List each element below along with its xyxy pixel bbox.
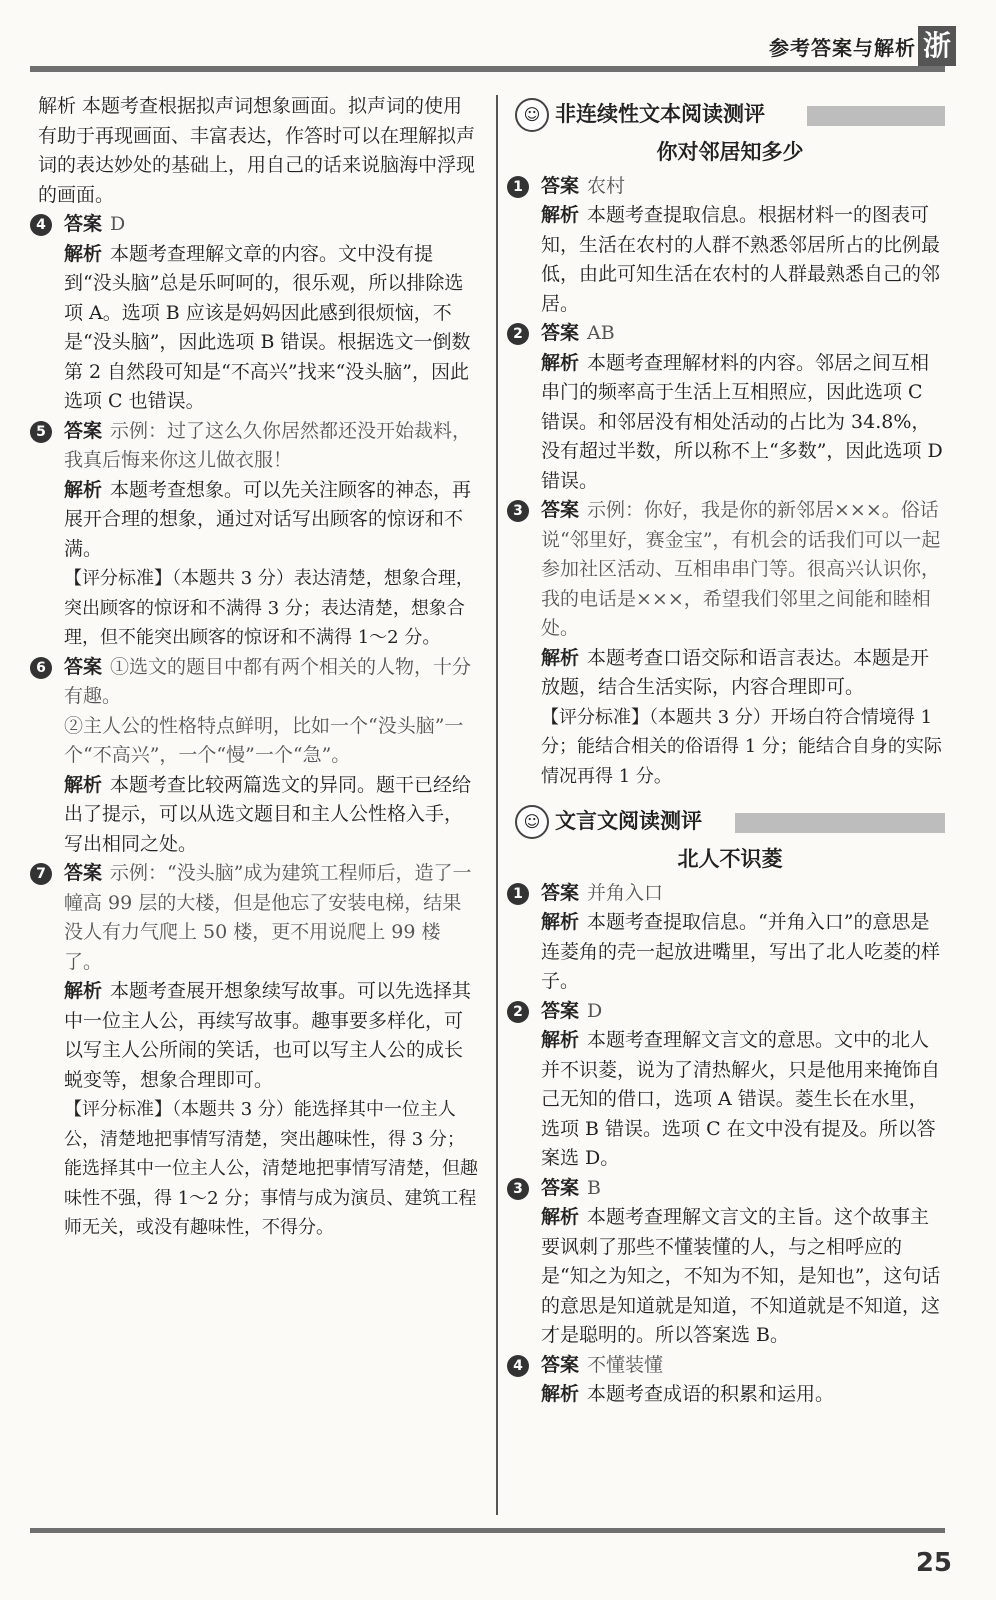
analysis-text: 本题考查展开想象续写故事。可以先选择其中一位主人公，再续写故事。趣事要多样化，可以写主人公所闹的笑话，也可以写主人公的成长蜕变等，想象合理即可。 <box>64 980 472 1091</box>
analysis-label: 解析 <box>64 773 103 796</box>
section-header-2 <box>515 805 945 839</box>
section-title: 文言文阅读测评 <box>555 809 702 833</box>
section2-question-4 <box>515 1351 945 1410</box>
answer-text: B <box>587 1176 601 1199</box>
answer-label: 答案 <box>64 655 103 678</box>
question-number: 2 <box>507 323 529 345</box>
question-number: 1 <box>507 176 529 198</box>
analysis-label: 解析 <box>64 478 103 501</box>
scoring-criteria: 【评分标准】（本题共 3 分）表达清楚，想象合理，突出顾客的惊讶和不满得 3 分；表达清楚，想象合理，但不能突出顾客的惊讶和不满得 1～2 分。 <box>64 568 474 648</box>
analysis-text: 本题考查成语的积累和运用。 <box>587 1383 835 1405</box>
column-divider <box>496 95 498 1515</box>
question-number: 4 <box>30 214 52 236</box>
analysis-label: 解析 <box>541 351 580 374</box>
analysis-label: 解析 <box>541 1206 580 1228</box>
question-number: 6 <box>30 657 52 679</box>
answer-text: D <box>587 999 603 1022</box>
analysis-label: 解析 <box>541 1029 580 1051</box>
answer-text: AB <box>587 322 615 344</box>
answer-label: 答案 <box>541 881 580 904</box>
analysis-text: 本题考查理解文言文的主旨。这个故事主要讽刺了那些不懂装懂的人，与之相呼应的是“知之为知之，不知为不知，是知也”，这句话的意思是知道就是知道，不知道就是不知道，这才是聪明的。所以答案选 B。 <box>541 1206 941 1346</box>
header-bar <box>30 66 945 72</box>
question-number: 3 <box>507 500 529 522</box>
analysis-text: 本题考查理解文言文的意思。文中的北人并不识菱，说为了清热解火，只是他用来掩饰自己无知的借口，选项 A 错误。菱生长在水里，选项 B 错误。选项 C 在文中没有提及。所以答案选 D。 <box>541 1029 941 1169</box>
question-6 <box>38 653 478 860</box>
region-badge: 浙 <box>918 26 956 66</box>
analysis-label: 解析 <box>541 1383 580 1405</box>
question-number: 3 <box>507 1178 529 1200</box>
question-number: 5 <box>30 421 52 443</box>
answer-text: 农村 <box>587 174 626 197</box>
answer-label: 答案 <box>541 499 580 521</box>
scoring-criteria: 【评分标准】（本题共 3 分）开场白符合情境得 1 分；能结合相关的俗语得 1 分；能结合自身的实际情况再得 1 分。 <box>541 706 942 787</box>
section-title: 非连续性文本阅读测评 <box>555 102 765 126</box>
answer-text: 示例：过了这么久你居然都还没开始裁料，我真后悔来你这儿做衣服！ <box>64 419 472 471</box>
answer-text: ①选文的题目中都有两个相关的人物，十分有趣。 <box>64 655 472 707</box>
section-header-1 <box>515 98 945 132</box>
answer-text: 示例：你好，我是你的新邻居×××。俗话说“邻里好，赛金宝”，有机会的话我们可以一起参加社区活动、互相串串门等。很高兴认识你，我的电话是×××，希望我们邻里之间能和睦相处。 <box>541 499 941 639</box>
question-number: 1 <box>507 883 529 905</box>
answer-label: 答案 <box>541 999 580 1022</box>
answer-label: 答案 <box>64 213 103 235</box>
question-number: 7 <box>30 863 52 885</box>
section2-question-2 <box>515 997 945 1174</box>
footer-bar <box>30 1528 945 1533</box>
answer-text: 并角入口 <box>587 881 664 904</box>
answer-label: 答案 <box>64 419 103 442</box>
analysis-text: 本题考查提取信息。根据材料一的图表可知，生活在农村的人群不熟悉邻居所占的比例最低，由此可知生活在农村的人群最熟悉自己的邻居。 <box>541 204 941 315</box>
question-4 <box>38 210 478 417</box>
analysis-text: 本题考查理解材料的内容。邻居之间互相串门的频率高于生活上互相照应，因此选项 C 错误。和邻居没有相处活动的占比为 34.8%，没有超过半数，所以称不上“多数”，因此选项 D 错误。 <box>541 351 943 492</box>
answer-label: 答案 <box>64 862 103 884</box>
answer-text-2: ②主人公的性格特点鲜明，比如一个“没头脑”一个“不高兴”，一个“慢”一个“急”。 <box>64 714 464 766</box>
analysis-text: 本题考查提取信息。“并角入口”的意思是连菱角的壳一起放进嘴里，写出了北人吃菱的样子。 <box>541 911 941 992</box>
section2-question-3 <box>515 1174 945 1351</box>
analysis-label: 解析 <box>64 980 103 1002</box>
section-bar <box>735 813 945 833</box>
page-number: 25 <box>915 1548 952 1578</box>
analysis-label: 解析 <box>64 242 103 265</box>
question-7 <box>38 859 478 1243</box>
question-5 <box>38 417 478 653</box>
question-number: 2 <box>507 1001 529 1023</box>
intro-analysis: 解析 本题考查根据拟声词想象画面。拟声词的使用有助于再现画面、丰富表达，作答时可以在理解拟声词的表达妙处的基础上，用自己的话来说脑海中浮现的画面。 <box>38 95 476 206</box>
question-number: 4 <box>507 1355 529 1377</box>
answer-label: 答案 <box>541 1176 580 1199</box>
answer-text: D <box>110 213 126 235</box>
answer-label: 答案 <box>541 322 580 344</box>
analysis-label: 解析 <box>541 646 580 669</box>
analysis-label: 解析 <box>541 911 580 933</box>
reader-icon: ☺ <box>515 98 549 132</box>
section1-question-3 <box>515 496 945 791</box>
answer-text: 示例：“没头脑”成为建筑工程师后，造了一幢高 99 层的大楼，但是他忘了安装电梯，结果没人有力气爬上 50 楼，更不用说爬上 99 楼了。 <box>64 862 472 973</box>
section1-question-1 <box>515 172 945 320</box>
analysis-label: 解析 <box>541 204 580 226</box>
scoring-criteria: 【评分标准】（本题共 3 分）能选择其中一位主人公，清楚地把事情写清楚，突出趣味性，得 3 分；能选择其中一位主人公，清楚地把事情写清楚，但趣味性不强，得 1～2 分；事情与成为演员、建筑工程师无关，或没有趣味性，不得分。 <box>64 1099 478 1238</box>
section2-question-1 <box>515 879 945 997</box>
analysis-text: 本题考查比较两篇选文的异同。题干已经给出了提示，可以从选文题目和主人公性格入手，写出相同之处。 <box>64 773 472 855</box>
analysis-text: 本题考查理解文章的内容。文中没有提到“没头脑”总是乐呵呵的，很乐观，所以排除选项 A。选项 B 应该是妈妈因此感到很烦恼，不是“没头脑”，因此选项 B 错误。根据选文一倒数第 2 自然段可知是“不高兴”找来“没头脑”，因此选项 C 也错误。 <box>64 242 471 412</box>
header-title: 参考答案与解析 <box>769 36 916 60</box>
article-title: 你对邻居知多少 <box>656 140 804 164</box>
left-column <box>38 92 478 1243</box>
answer-text: 不懂装懂 <box>587 1353 664 1376</box>
section1-question-2 <box>515 319 945 496</box>
answer-label: 答案 <box>541 1353 580 1376</box>
section-bar <box>807 106 945 126</box>
reader-icon: ☺ <box>515 805 549 839</box>
analysis-text: 本题考查口语交际和语言表达。本题是开放题，结合生活实际，内容合理即可。 <box>541 646 930 698</box>
right-column <box>515 92 945 1410</box>
analysis-text: 本题考查想象。可以先关注顾客的神态，再展开合理的想象，通过对话写出顾客的惊讶和不满。 <box>64 478 472 560</box>
article-title: 北人不识菱 <box>677 847 783 871</box>
answer-label: 答案 <box>541 174 580 197</box>
